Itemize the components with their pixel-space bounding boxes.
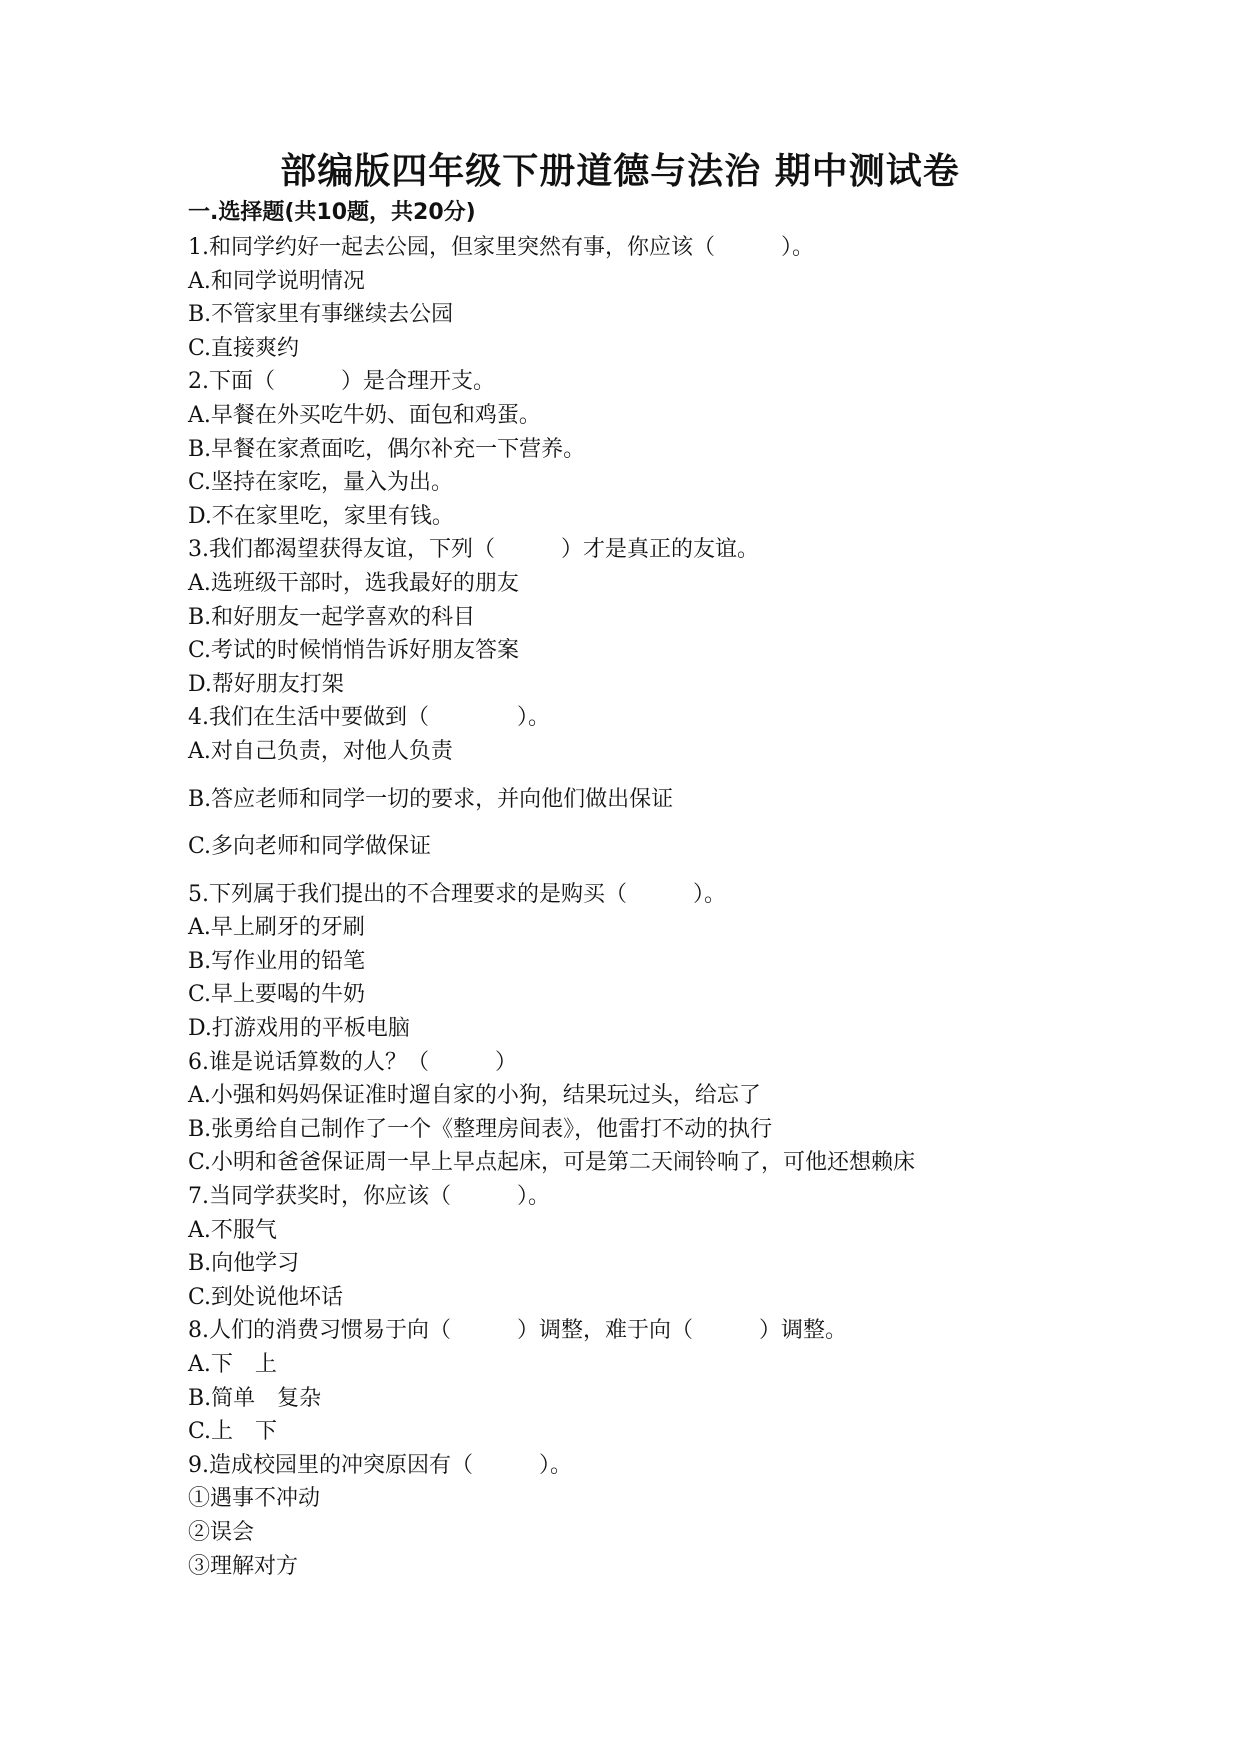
q4-option-c: C.多向老师和同学做保证 bbox=[188, 834, 432, 860]
q9-item-1: ①遇事不冲动 bbox=[188, 1486, 321, 1512]
q6-option-a: A.小强和妈妈保证准时遛自家的小狗，结果玩过头，给忘了 bbox=[188, 1083, 761, 1109]
question-3: 3.我们都渴望获得友谊，下列（ ）才是真正的友谊。 bbox=[188, 537, 759, 563]
q3-option-b: B.和好朋友一起学喜欢的科目 bbox=[188, 604, 476, 630]
q4-option-a: A.对自己负责，对他人负责 bbox=[188, 738, 453, 764]
question-list bbox=[188, 231, 1088, 1583]
q8-option-a: A.下 上 bbox=[188, 1352, 277, 1377]
q7-option-b: B.向他学习 bbox=[188, 1251, 300, 1277]
q8-option-b: B.简单 复杂 bbox=[188, 1385, 322, 1411]
question-8: 8.人们的消费习惯易于向（ ）调整，难于向（ ）调整。 bbox=[188, 1318, 847, 1344]
q1-option-a: A.和同学说明情况 bbox=[188, 268, 365, 294]
q1-option-b: B.不管家里有事继续去公园 bbox=[188, 302, 454, 328]
question-4: 4.我们在生活中要做到（ ）。 bbox=[188, 705, 550, 731]
q3-option-d: D.帮好朋友打架 bbox=[188, 671, 344, 697]
q2-option-a: A.早餐在外买吃牛奶、面包和鸡蛋。 bbox=[188, 402, 541, 428]
q7-option-c: C.到处说他坏话 bbox=[188, 1284, 344, 1310]
q5-option-b: B.写作业用的铅笔 bbox=[188, 948, 366, 974]
q3-option-c: C.考试的时候悄悄告诉好朋友答案 bbox=[188, 638, 520, 664]
q5-option-a: A.早上刷牙的牙刷 bbox=[188, 915, 365, 941]
q2-option-b: B.早餐在家煮面吃，偶尔补充一下营养。 bbox=[188, 436, 586, 462]
question-2: 2.下面（ ）是合理开支。 bbox=[188, 369, 495, 395]
q2-option-d: D.不在家里吃，家里有钱。 bbox=[188, 503, 454, 529]
q7-option-a: A.不服气 bbox=[188, 1217, 277, 1243]
q6-option-b: B.张勇给自己制作了一个《整理房间表》，他雷打不动的执行 bbox=[188, 1116, 773, 1142]
question-9: 9.造成校园里的冲突原因有（ ）。 bbox=[188, 1452, 572, 1478]
q6-option-c: C.小明和爸爸保证周一早上早点起床，可是第二天闹铃响了，可他还想赖床 bbox=[188, 1150, 916, 1176]
question-6: 6.谁是说话算数的人？（ ） bbox=[188, 1049, 517, 1075]
q2-option-c: C.坚持在家吃，量入为出。 bbox=[188, 470, 454, 496]
q5-option-d: D.打游戏用的平板电脑 bbox=[188, 1016, 410, 1042]
question-5: 5.下列属于我们提出的不合理要求的是购买（ ）。 bbox=[188, 881, 726, 907]
q3-option-a: A.选班级干部时，选我最好的朋友 bbox=[188, 570, 519, 596]
q9-item-2: ②误会 bbox=[188, 1519, 255, 1545]
question-1: 1.和同学约好一起去公园，但家里突然有事，你应该（ ）。 bbox=[188, 235, 814, 260]
q8-option-c: C.上 下 bbox=[188, 1419, 278, 1445]
page-title: 部编版四年级下册道德与法治 期中测试卷 bbox=[280, 151, 960, 192]
q9-item-3: ③理解对方 bbox=[188, 1553, 299, 1579]
q4-option-b: B.答应老师和同学一切的要求，并向他们做出保证 bbox=[188, 786, 674, 812]
q5-option-c: C.早上要喝的牛奶 bbox=[188, 982, 366, 1008]
q1-option-c: C.直接爽约 bbox=[188, 335, 300, 361]
section-heading: 一.选择题(共10题，共20分) bbox=[188, 200, 476, 225]
question-7: 7.当同学获奖时，你应该（ ）。 bbox=[188, 1184, 550, 1210]
